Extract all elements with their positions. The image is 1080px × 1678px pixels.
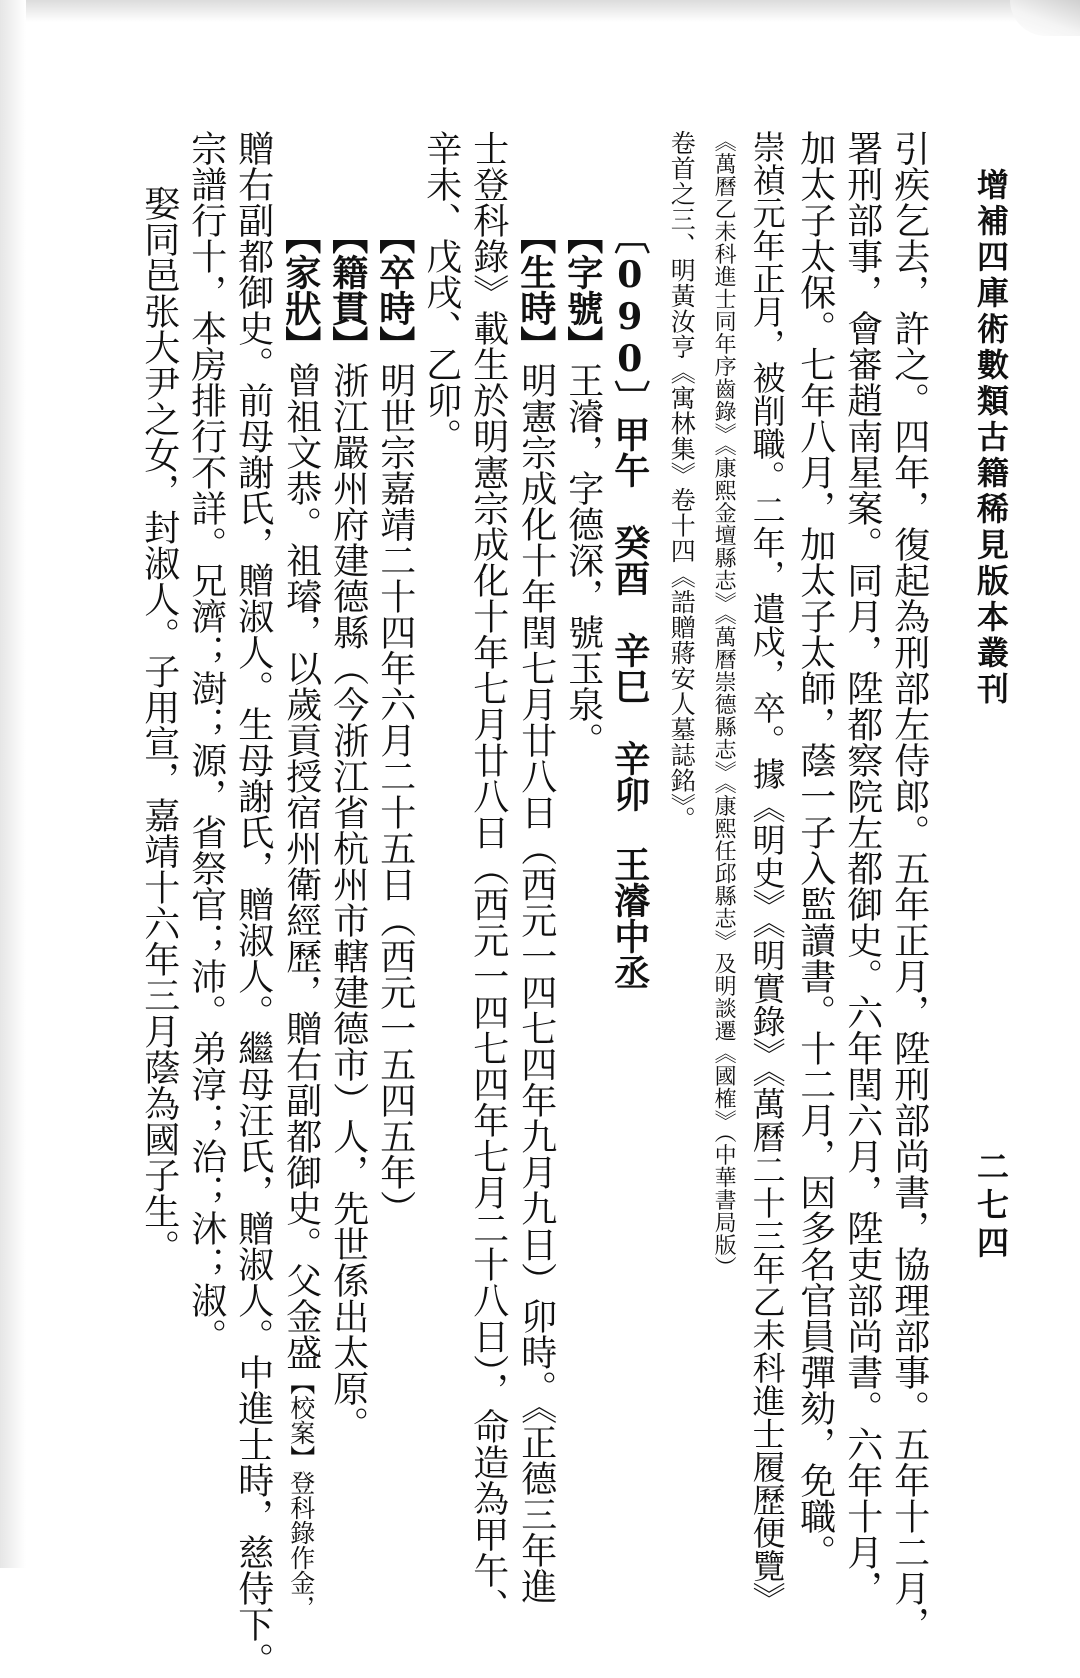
text-column-13 (328, 218, 367, 1442)
text-column-15: 贈右副都御史。前母謝氏，贈淑人。生母謝氏，贈淑人。繼母汪氏，贈淑人。中進士時，慈侍下。 (232, 130, 274, 1678)
section-label-jiguan: 【籍貫】 (326, 218, 369, 362)
section-text-shengshi: 明憲宗成化十年閏七月廿八日（西元一四七四年九月九日）卯時。《正德三年進 (515, 362, 557, 1604)
section-label-zushi: 【卒時】 (373, 218, 416, 362)
section-text-jiguan: 浙江嚴州府建德縣（今浙江省杭州市轄建德市）人，先世係出太原。 (327, 362, 369, 1442)
section-text-jiazhuang: 曾祖文恭。祖璿，以歲貢授宿州衛經歷，贈右副都御史。父金盛 (280, 362, 322, 1370)
collation-note: 【校案】登科錄作金， (286, 1370, 316, 1620)
section-text-zihao: 王濬，字德深，號玉泉。 (562, 362, 604, 758)
text-column-16: 宗譜行十，本房排行不詳。兄濟；澍；源，省祭官；沛。弟淳；治；沐；淑。 (185, 130, 227, 1354)
section-label-zihao: 【字號】 (561, 218, 604, 362)
entry-horoscope: 〔090〕甲午 癸酉 辛巳 辛卯 (608, 218, 651, 812)
text-column-8 (563, 218, 602, 758)
text-column-5: 《萬曆乙未科進士同年序齒錄》《康熙金壇縣志》《萬曆崇德縣志》《康熙任邱縣志》及明談遷《國榷》（中華書局版） (711, 130, 737, 1279)
text-column-6: 卷首之三、明黃汝亨《寓林集》卷十四《誥贈蔣安人墓誌銘》。 (667, 130, 697, 832)
entry-name: 王濬中丞 (608, 846, 651, 990)
text-column-17: 娶同邑张大尹之女，封淑人。子用宣，嘉靖十六年三月蔭為國子生。 (138, 185, 180, 1265)
text-column-2: 署刑部事，會審趙南星案。同月，陞都察院左都御史。六年閏六月，陞吏部尚書。六年十月， (841, 130, 883, 1606)
text-column-11: 辛未、戊戌、乙卯。 (420, 130, 462, 454)
running-header-title: 增補四庫術數類古籍稀見版本叢刊 (972, 168, 1010, 708)
text-column-1: 引疾乞去，許之。四年，復起為刑部左侍郎。五年正月，陞刑部尚書，協理部事。五年十二月， (888, 130, 930, 1642)
entry-heading (610, 218, 649, 990)
section-label-shengshi: 【生時】 (514, 218, 557, 362)
text-column-10: 士登科錄》載生於明憲宗成化十年七月廿八日（西元一四七四年七月二十八日），命造為甲午、 (467, 130, 509, 1624)
text-column-4: 崇禎元年正月，被削職。二年，遣戍，卒。據《明史》《明實錄》《萬曆二十三年乙未科進士履歷便覽》 (747, 130, 787, 1615)
text-column-9 (516, 218, 555, 1604)
section-text-zushi: 明世宗嘉靖二十四年六月二十五日（西元一五四五年） (374, 362, 416, 1226)
text-column-12 (375, 218, 414, 1226)
text-column-3: 加太子太保。七年八月，加太子太師，蔭一子入監讀書。十二月，因多名官員彈劾，免職。 (794, 130, 836, 1570)
section-label-jiazhuang: 【家狀】 (279, 218, 322, 362)
text-column-14 (281, 218, 320, 1620)
page-number: 二七四 (972, 1150, 1010, 1264)
